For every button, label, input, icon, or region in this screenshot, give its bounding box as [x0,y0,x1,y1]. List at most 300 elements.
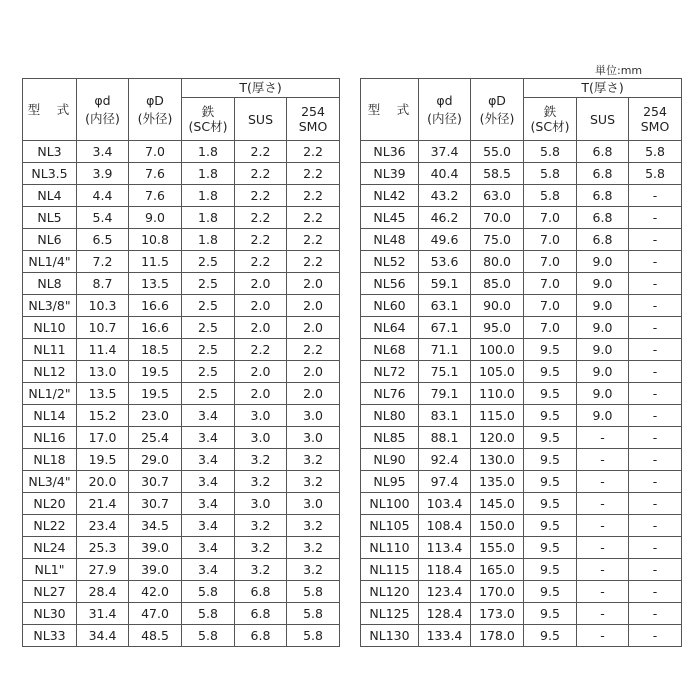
table-row [361,405,682,427]
table-body [23,141,340,647]
cell-thickness-iron: 9.5 [524,471,577,493]
cell-thickness-iron: 2.5 [182,251,235,273]
header-outer-diameter-label: (外径) [137,110,173,126]
cell-thickness-sus: 9.0 [577,383,629,405]
cell-outer-diameter: 19.5 [129,361,182,383]
cell-thickness-smo: - [629,493,682,515]
cell-model: NL72 [361,361,419,383]
cell-thickness-iron: 5.8 [182,625,235,647]
cell-thickness-iron: 9.5 [524,581,577,603]
header-outer-diameter-symbol: φD [146,92,164,108]
cell-thickness-smo: 2.2 [287,229,340,251]
cell-outer-diameter: 29.0 [129,449,182,471]
cell-inner-diameter: 103.4 [419,493,471,515]
header-outer-diameter [471,79,524,141]
cell-thickness-smo: - [629,581,682,603]
cell-inner-diameter: 13.0 [77,361,129,383]
cell-thickness-iron: 7.0 [524,273,577,295]
cell-thickness-iron: 7.0 [524,229,577,251]
cell-model: NL12 [23,361,77,383]
cell-outer-diameter: 7.0 [129,141,182,163]
table-row [361,207,682,229]
cell-outer-diameter: 63.0 [471,185,524,207]
cell-thickness-sus: 2.2 [235,141,287,163]
cell-model: NL110 [361,537,419,559]
cell-outer-diameter: 48.5 [129,625,182,647]
cell-model: NL1/2" [23,383,77,405]
cell-inner-diameter: 43.2 [419,185,471,207]
cell-thickness-sus: 9.0 [577,361,629,383]
cell-outer-diameter: 10.8 [129,229,182,251]
cell-thickness-iron: 7.0 [524,207,577,229]
header-smo-top: 254 [643,104,667,119]
cell-outer-diameter: 70.0 [471,207,524,229]
cell-model: NL95 [361,471,419,493]
cell-outer-diameter: 80.0 [471,251,524,273]
cell-outer-diameter: 95.0 [471,317,524,339]
cell-outer-diameter: 7.6 [129,185,182,207]
cell-thickness-smo: 2.2 [287,185,340,207]
cell-thickness-smo: - [629,625,682,647]
cell-inner-diameter: 10.3 [77,295,129,317]
cell-thickness-smo: 5.8 [629,141,682,163]
header-iron-sub: (SC材) [530,119,570,134]
cell-thickness-sus: 9.0 [577,273,629,295]
cell-inner-diameter: 59.1 [419,273,471,295]
cell-inner-diameter: 15.2 [77,405,129,427]
cell-inner-diameter: 25.3 [77,537,129,559]
cell-model: NL1" [23,559,77,581]
cell-outer-diameter: 120.0 [471,427,524,449]
table-row [23,251,340,273]
cell-inner-diameter: 11.4 [77,339,129,361]
cell-thickness-smo: 3.2 [287,471,340,493]
cell-thickness-smo: 2.2 [287,207,340,229]
cell-thickness-sus: 3.2 [235,471,287,493]
cell-outer-diameter: 30.7 [129,493,182,515]
cell-thickness-iron: 9.5 [524,449,577,471]
table-row [23,361,340,383]
cell-outer-diameter: 34.5 [129,515,182,537]
cell-model: NL60 [361,295,419,317]
cell-inner-diameter: 10.7 [77,317,129,339]
cell-thickness-smo: 5.8 [287,603,340,625]
cell-model: NL64 [361,317,419,339]
cell-thickness-smo: 5.8 [287,625,340,647]
cell-outer-diameter: 58.5 [471,163,524,185]
table-row [361,317,682,339]
cell-thickness-iron: 9.5 [524,383,577,405]
cell-outer-diameter: 135.0 [471,471,524,493]
cell-model: NL11 [23,339,77,361]
header-inner-diameter-symbol: φd [94,92,111,108]
table-row [361,361,682,383]
cell-thickness-iron: 1.8 [182,207,235,229]
table-row [361,295,682,317]
cell-thickness-iron: 9.5 [524,339,577,361]
cell-model: NL1/4" [23,251,77,273]
cell-thickness-smo: 3.2 [287,449,340,471]
table-row [361,515,682,537]
table-row [23,449,340,471]
cell-model: NL4 [23,185,77,207]
header-iron [182,98,235,141]
cell-thickness-sus: 2.2 [235,185,287,207]
cell-thickness-sus: - [577,427,629,449]
cell-thickness-sus: - [577,603,629,625]
cell-model: NL6 [23,229,77,251]
cell-thickness-smo: - [629,515,682,537]
header-inner-diameter [419,79,471,141]
cell-thickness-iron: 9.5 [524,515,577,537]
cell-inner-diameter: 108.4 [419,515,471,537]
cell-model: NL5 [23,207,77,229]
cell-model: NL39 [361,163,419,185]
cell-thickness-sus: - [577,515,629,537]
header-smo-bottom: SMO [640,119,670,134]
cell-inner-diameter: 75.1 [419,361,471,383]
cell-thickness-sus: 2.2 [235,339,287,361]
cell-thickness-sus: 3.2 [235,449,287,471]
cell-thickness-iron: 5.8 [182,581,235,603]
cell-inner-diameter: 21.4 [77,493,129,515]
unit-label: 単位:mm [595,64,643,77]
cell-inner-diameter: 19.5 [77,449,129,471]
spec-table-left [22,78,340,647]
cell-inner-diameter: 34.4 [77,625,129,647]
cell-thickness-sus: 2.0 [235,383,287,405]
table-row [23,383,340,405]
cell-thickness-sus: 9.0 [577,295,629,317]
header-sus: SUS [577,98,629,141]
cell-model: NL130 [361,625,419,647]
cell-thickness-iron: 5.8 [524,163,577,185]
cell-model: NL8 [23,273,77,295]
cell-outer-diameter: 110.0 [471,383,524,405]
table-row [361,339,682,361]
cell-thickness-iron: 7.0 [524,251,577,273]
cell-inner-diameter: 6.5 [77,229,129,251]
cell-thickness-sus: 9.0 [577,405,629,427]
cell-model: NL76 [361,383,419,405]
cell-thickness-smo: 5.8 [629,163,682,185]
cell-thickness-smo: 3.0 [287,405,340,427]
cell-thickness-smo: - [629,251,682,273]
table-row [23,185,340,207]
cell-thickness-sus: 2.0 [235,295,287,317]
table-header [23,79,340,141]
cell-thickness-sus: - [577,471,629,493]
cell-thickness-iron: 2.5 [182,317,235,339]
cell-model: NL24 [23,537,77,559]
cell-thickness-iron: 3.4 [182,449,235,471]
cell-thickness-smo: 3.0 [287,427,340,449]
cell-thickness-sus: - [577,559,629,581]
cell-model: NL85 [361,427,419,449]
cell-thickness-iron: 9.5 [524,361,577,383]
header-model: 型 式 [23,79,77,141]
cell-outer-diameter: 19.5 [129,383,182,405]
table-row [361,559,682,581]
cell-model: NL14 [23,405,77,427]
header-inner-diameter [77,79,129,141]
cell-inner-diameter: 17.0 [77,427,129,449]
cell-inner-diameter: 128.4 [419,603,471,625]
cell-thickness-iron: 2.5 [182,361,235,383]
cell-thickness-sus: - [577,625,629,647]
cell-thickness-smo: - [629,383,682,405]
cell-inner-diameter: 49.6 [419,229,471,251]
cell-inner-diameter: 4.4 [77,185,129,207]
cell-thickness-smo: - [629,427,682,449]
cell-thickness-smo: 2.0 [287,295,340,317]
cell-thickness-smo: 5.8 [287,581,340,603]
cell-model: NL90 [361,449,419,471]
cell-thickness-sus: 3.0 [235,405,287,427]
cell-inner-diameter: 123.4 [419,581,471,603]
table-row [361,229,682,251]
cell-thickness-iron: 3.4 [182,515,235,537]
cell-thickness-smo: - [629,537,682,559]
table-row [23,559,340,581]
cell-inner-diameter: 79.1 [419,383,471,405]
header-iron [524,98,577,141]
cell-thickness-iron: 9.5 [524,405,577,427]
table-row [23,339,340,361]
table-row [23,273,340,295]
cell-outer-diameter: 130.0 [471,449,524,471]
cell-inner-diameter: 83.1 [419,405,471,427]
cell-thickness-smo: 2.2 [287,163,340,185]
cell-thickness-smo: 2.0 [287,317,340,339]
cell-thickness-sus: 6.8 [235,625,287,647]
cell-outer-diameter: 25.4 [129,427,182,449]
cell-thickness-sus: 2.2 [235,163,287,185]
cell-inner-diameter: 113.4 [419,537,471,559]
cell-outer-diameter: 30.7 [129,471,182,493]
cell-outer-diameter: 115.0 [471,405,524,427]
cell-thickness-smo: - [629,361,682,383]
cell-inner-diameter: 20.0 [77,471,129,493]
cell-outer-diameter: 7.6 [129,163,182,185]
cell-model: NL18 [23,449,77,471]
cell-thickness-sus: 3.0 [235,427,287,449]
cell-inner-diameter: 46.2 [419,207,471,229]
cell-outer-diameter: 18.5 [129,339,182,361]
cell-inner-diameter: 27.9 [77,559,129,581]
cell-model: NL33 [23,625,77,647]
cell-thickness-sus: - [577,449,629,471]
cell-model: NL3/8" [23,295,77,317]
header-smo-top: 254 [301,104,325,119]
cell-thickness-sus: 2.2 [235,251,287,273]
table-row [361,449,682,471]
cell-inner-diameter: 8.7 [77,273,129,295]
cell-outer-diameter: 75.0 [471,229,524,251]
table-row [361,537,682,559]
cell-thickness-iron: 2.5 [182,383,235,405]
cell-thickness-sus: 6.8 [577,207,629,229]
cell-inner-diameter: 3.4 [77,141,129,163]
cell-outer-diameter: 165.0 [471,559,524,581]
table-row [23,625,340,647]
table-row [361,603,682,625]
table-row [23,581,340,603]
cell-outer-diameter: 39.0 [129,559,182,581]
cell-thickness-smo: - [629,229,682,251]
header-smo [629,98,682,141]
cell-model: NL100 [361,493,419,515]
cell-thickness-sus: 6.8 [577,141,629,163]
cell-thickness-iron: 1.8 [182,185,235,207]
cell-model: NL52 [361,251,419,273]
table-row [23,295,340,317]
cell-thickness-iron: 7.0 [524,295,577,317]
header-inner-diameter-label: (内径) [85,110,120,126]
cell-thickness-smo: 2.0 [287,361,340,383]
cell-outer-diameter: 23.0 [129,405,182,427]
header-smo-bottom: SMO [298,119,328,134]
cell-thickness-smo: - [629,339,682,361]
table-row [23,141,340,163]
cell-inner-diameter: 97.4 [419,471,471,493]
cell-model: NL48 [361,229,419,251]
cell-thickness-smo: - [629,295,682,317]
cell-outer-diameter: 105.0 [471,361,524,383]
cell-thickness-sus: - [577,493,629,515]
cell-thickness-sus: 3.2 [235,515,287,537]
cell-thickness-smo: - [629,273,682,295]
cell-thickness-iron: 1.8 [182,229,235,251]
table-row [23,427,340,449]
cell-inner-diameter: 40.4 [419,163,471,185]
header-outer-diameter-symbol: φD [488,92,506,108]
cell-outer-diameter: 16.6 [129,317,182,339]
cell-model: NL3 [23,141,77,163]
table-row [23,317,340,339]
table-row [23,515,340,537]
table-row [23,229,340,251]
cell-thickness-sus: - [577,537,629,559]
cell-thickness-sus: 6.8 [235,581,287,603]
cell-thickness-iron: 5.8 [524,185,577,207]
cell-model: NL3.5 [23,163,77,185]
table-row [23,537,340,559]
cell-thickness-sus: 9.0 [577,251,629,273]
header-iron-sub: (SC材) [188,119,228,134]
cell-thickness-smo: - [629,185,682,207]
cell-thickness-smo: - [629,405,682,427]
spec-table-right [360,78,682,647]
cell-inner-diameter: 53.6 [419,251,471,273]
cell-thickness-sus: 6.8 [235,603,287,625]
cell-outer-diameter: 155.0 [471,537,524,559]
cell-inner-diameter: 92.4 [419,449,471,471]
cell-thickness-iron: 9.5 [524,559,577,581]
cell-model: NL105 [361,515,419,537]
cell-thickness-smo: 2.0 [287,273,340,295]
cell-thickness-smo: 3.2 [287,515,340,537]
cell-model: NL10 [23,317,77,339]
cell-thickness-sus: - [577,581,629,603]
cell-thickness-sus: 9.0 [577,339,629,361]
cell-outer-diameter: 100.0 [471,339,524,361]
cell-outer-diameter: 55.0 [471,141,524,163]
table-row [361,383,682,405]
cell-thickness-iron: 3.4 [182,559,235,581]
cell-thickness-smo: 2.2 [287,339,340,361]
cell-thickness-iron: 9.5 [524,603,577,625]
cell-inner-diameter: 31.4 [77,603,129,625]
cell-thickness-smo: 3.2 [287,537,340,559]
cell-outer-diameter: 85.0 [471,273,524,295]
header-sus: SUS [235,98,287,141]
cell-thickness-iron: 5.8 [524,141,577,163]
cell-inner-diameter: 71.1 [419,339,471,361]
cell-thickness-sus: 6.8 [577,163,629,185]
header-outer-diameter-label: (外径) [479,110,515,126]
cell-thickness-iron: 2.5 [182,339,235,361]
cell-inner-diameter: 118.4 [419,559,471,581]
header-thickness: T(厚さ) [524,79,682,98]
cell-thickness-sus: 2.0 [235,317,287,339]
cell-outer-diameter: 39.0 [129,537,182,559]
cell-outer-diameter: 47.0 [129,603,182,625]
cell-thickness-sus: 2.2 [235,229,287,251]
cell-inner-diameter: 37.4 [419,141,471,163]
cell-thickness-sus: 3.2 [235,537,287,559]
cell-thickness-iron: 7.0 [524,317,577,339]
table-row [361,493,682,515]
cell-thickness-iron: 3.4 [182,493,235,515]
cell-outer-diameter: 150.0 [471,515,524,537]
table-row [361,273,682,295]
cell-model: NL16 [23,427,77,449]
cell-outer-diameter: 90.0 [471,295,524,317]
cell-thickness-smo: 2.0 [287,383,340,405]
cell-inner-diameter: 67.1 [419,317,471,339]
table-row [361,163,682,185]
table-row [361,251,682,273]
table-row [361,427,682,449]
header-inner-diameter-symbol: φd [436,92,453,108]
cell-outer-diameter: 9.0 [129,207,182,229]
cell-model: NL120 [361,581,419,603]
cell-thickness-smo: 2.2 [287,141,340,163]
cell-inner-diameter: 28.4 [77,581,129,603]
cell-model: NL3/4" [23,471,77,493]
cell-thickness-smo: 3.0 [287,493,340,515]
header-smo [287,98,340,141]
cell-inner-diameter: 133.4 [419,625,471,647]
cell-inner-diameter: 88.1 [419,427,471,449]
header-inner-diameter-label: (内径) [427,110,462,126]
header-thickness: T(厚さ) [182,79,340,98]
table-row [361,625,682,647]
table-row [361,471,682,493]
cell-model: NL68 [361,339,419,361]
cell-thickness-iron: 5.8 [182,603,235,625]
table-row [23,405,340,427]
cell-thickness-iron: 3.4 [182,427,235,449]
cell-model: NL36 [361,141,419,163]
cell-outer-diameter: 145.0 [471,493,524,515]
cell-thickness-iron: 3.4 [182,537,235,559]
cell-thickness-sus: 9.0 [577,317,629,339]
cell-outer-diameter: 173.0 [471,603,524,625]
cell-model: NL27 [23,581,77,603]
cell-outer-diameter: 16.6 [129,295,182,317]
